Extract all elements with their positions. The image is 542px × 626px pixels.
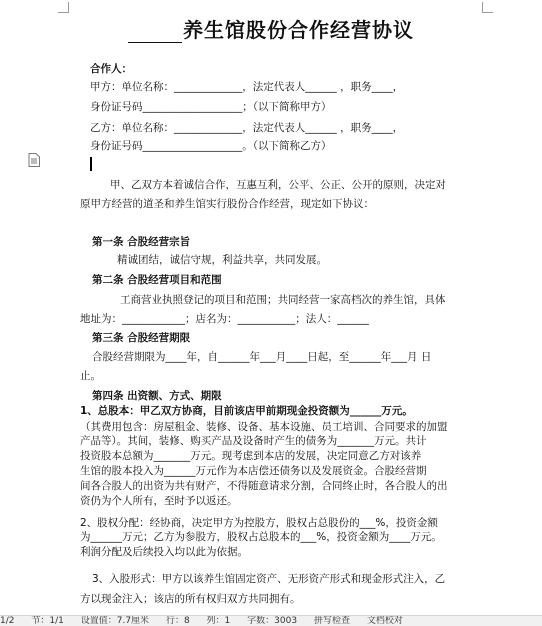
party-b-line-2: 身份证号码___________________。（以下简称乙方） [90,140,332,152]
article-4-p1-line: 投资股本总额为_______万元。现考虑到本店的发展，决定同意乙方对该养 [80,450,422,462]
article-4-title: 第四条 出资额、方式、期限 [92,390,222,402]
article-4-p1-line: 产品等）。其间，装修、购买产品及设备时产生的债务为_______万元。共计 [80,435,427,447]
status-col: 列：1 [206,616,231,626]
intro-line-2: 原甲方经营的道圣和养生馆实行股份合作经营，现定如下协议： [80,198,374,210]
article-4-p2-line: 为______万元；乙方为参股方，股权占总股本的___%，投资金额为____万元。 [80,531,442,543]
article-3-title: 第三条 合股经营期限 [92,332,191,344]
article-4-p3-line: 3、入股形式：甲方以该养生馆固定资产、无形资产形式和现金形式注入，乙 [92,573,446,585]
document-title [0,14,542,43]
article-4-p1-line: 间各合股人的出资为共有财产，不得随意请求分割，合同终止时，各合股人的出 [80,480,448,492]
article-4-p1-line: 资仍为个人所有，至时予以返还。 [80,495,238,507]
article-4-p1-line: （其费用包含：房屋租金、装修、设备、基本设施、员工培训、合同要求的加盟 [80,421,448,433]
title-text: 养生馆股份合作经营协议 [183,18,414,42]
status-page[interactable]: 1/2 [0,616,15,626]
article-4-p1-line: 1、总股本：甲乙双方协商，目前该店甲前期现金投资额为______万元。 [80,405,413,417]
title-blank [128,22,182,43]
article-4-p1-line: 生馆的股本投入为______万元作为本店偿还债务以及发展资金。合股经营期 [80,465,427,477]
article-2-line-1: 工商营业执照登记的项目和范围；共同经营一家高档次的养生馆，具体 [120,294,446,306]
status-word-count[interactable]: 字数：3003 [247,616,298,626]
party-a-line-1: 甲方：单位名称：_____________，法定代表人______ ，职务____， [90,81,404,93]
article-4-p2-line: 2、股权分配：经协商，决定甲方为控股方，股权占总股份的___%，投资金额 [80,517,438,529]
article-1-title: 第一条 合股经营宗旨 [92,236,191,248]
article-4-p3-line: 方以现金注入；该店的所有权归双方共同拥有。 [80,593,301,605]
party-b-line-1: 乙方：单位名称：_____________，法定代表人______ ，职务____， [90,122,404,134]
status-row: 行：8 [165,616,190,626]
status-section: 节：1/1 [31,616,64,626]
status-bar [0,615,542,626]
status-position: 设置值：7.7厘米 [80,616,150,626]
intro-line-1: 甲、乙双方本着诚信合作，互惠互利，公平、公正、公开的原则，决定对 [110,179,446,191]
crop-mark-top-right [482,2,493,13]
party-a-line-2: 身份证号码___________________；（以下简称甲方） [90,101,332,113]
crop-mark-top-left [58,2,69,13]
article-2-line-2: 地址为：____________；店名为：___________；法人：______ [80,313,369,325]
proofread-button[interactable]: 文档校对 [366,616,403,626]
spell-check-button[interactable]: 拼写检查 [313,616,350,626]
article-1-body: 精诚团结，诚信守规，利益共享，共同发展。 [117,254,327,266]
article-2-title: 第二条 合股经营项目和范围 [92,274,222,286]
article-3-line-1: 合股经营期限为____年，自______年___月____日起，至______年___月 日 [92,351,432,363]
article-3-line-2: 止。 [80,370,101,382]
paragraph-options-icon[interactable] [28,153,40,167]
text-cursor [90,157,92,171]
article-4-p2-line: 利润分配及后续投入均以此为依据。 [80,546,248,558]
partners-heading: 合作人： [90,63,132,75]
